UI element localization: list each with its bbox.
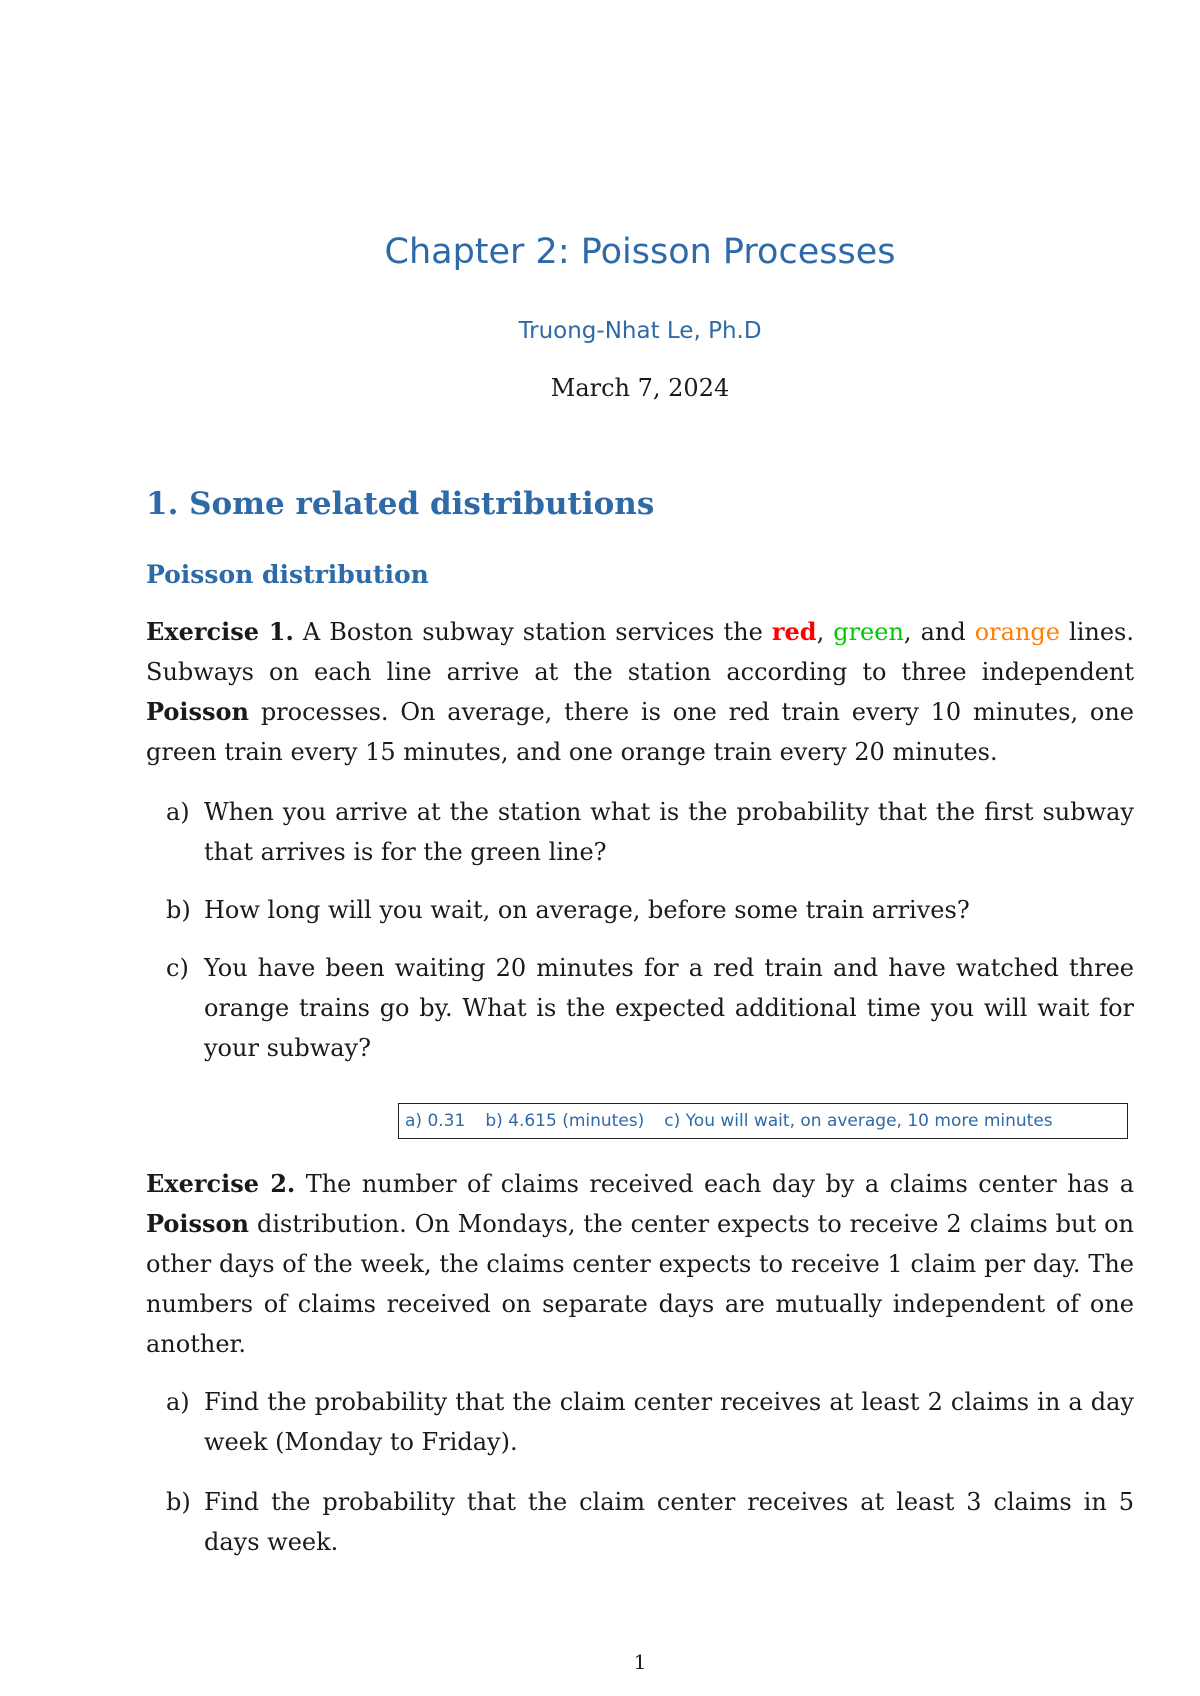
exercise-1-label: Exercise 1. (146, 617, 294, 646)
date: March 7, 2024 (550, 374, 730, 402)
answer-a: a) 0.31 (405, 1111, 466, 1131)
poisson-keyword: Poisson (146, 697, 250, 726)
exercise-2-item-a: a) Find the probability that the claim center receives at least 2 claims in a day week (Monday to Friday). (166, 1388, 1134, 1456)
exercise-1-statement: Exercise 1. A Boston subway station services the red, green, and orange lines. Subways on each line arrive at the station according to three independent Poisson processes. On average, there is one red train every 10 minutes, one green train every 15 minutes, and one orange train every 20 minutes. (146, 617, 1134, 766)
answer-b: b) 4.615 (minutes) (485, 1111, 645, 1131)
orange-line-text: orange (974, 618, 1060, 646)
subsection-heading: Poisson distribution (146, 560, 429, 589)
answer-box (398, 1103, 1128, 1139)
exercise-2-item-b: b) Find the probability that the claim center receives at least 3 claims in 5 days week. (166, 1488, 1134, 1556)
green-line-text: green (833, 618, 904, 646)
exercise-2-label: Exercise 2. (146, 1169, 296, 1198)
exercise-1-item-a: a) When you arrive at the station what is the probability that the first subway that arrives is for the green line? (166, 798, 1134, 866)
red-line-text: red (771, 617, 817, 646)
author: Truong-Nhat Le, Ph.D (518, 318, 762, 344)
exercise-2-statement: Exercise 2. The number of claims received each day by a claims center has a Poisson distribution. On Mondays, the center expects to receive 2 claims but on other days of the week, the claims center expects to receive 1 claim per day. The numbers of claims received on separate days are mutually independent of one another. (146, 1169, 1135, 1358)
section-heading: 1. Some related distributions (146, 486, 655, 522)
poisson-keyword: Poisson (146, 1209, 250, 1238)
page-number: 1 (633, 1650, 647, 1674)
document-title: Chapter 2: Poisson Processes (384, 232, 896, 272)
answer-c: c) You will wait, on average, 10 more minutes (664, 1111, 1053, 1131)
exercise-1-item-b: b) How long will you wait, on average, before some train arrives? (166, 896, 970, 924)
exercise-1-item-c: c) You have been waiting 20 minutes for a red train and have watched three orange trains go by. What is the expected additional time you will wait for your subway? (166, 954, 1134, 1062)
